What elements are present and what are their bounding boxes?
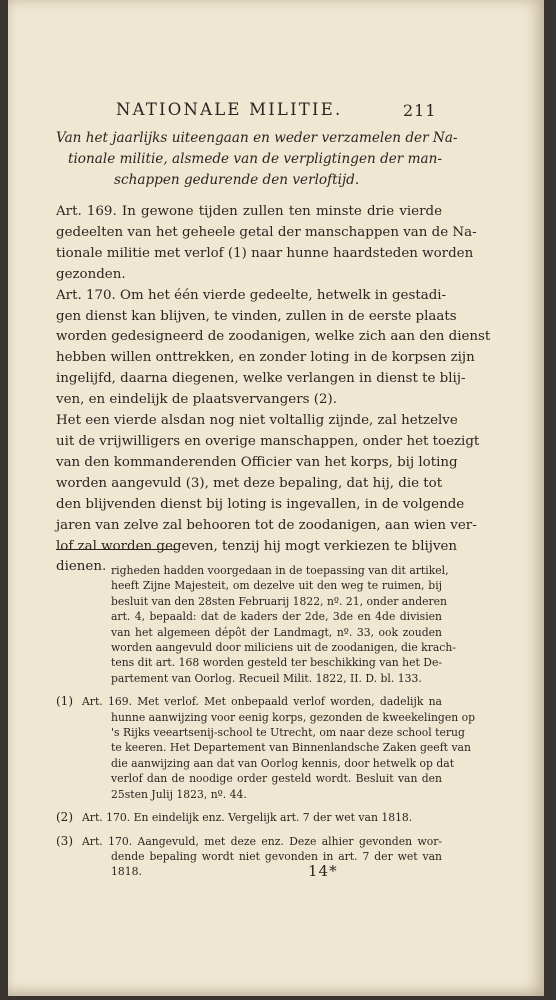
body-line: dienen. bbox=[56, 559, 107, 575]
body-line: tionale militie met verlof (1) naar hunne haardsteden worden bbox=[56, 245, 474, 261]
title-line: tionale militie, alsmede van de verpligtingen der man- bbox=[68, 151, 442, 167]
body-text bbox=[56, 202, 491, 578]
body-line: worden gedesigneerd de zoodanigen, welke zich aan den dienst bbox=[56, 329, 491, 345]
page-number: 211 bbox=[403, 101, 437, 120]
footnote-line: heeft Zijne Majesteit, om dezelve uit den weg te ruimen, bij bbox=[111, 579, 442, 593]
body-line: Het een vierde alsdan nog niet voltallig zijnde, zal hetzelve bbox=[56, 413, 458, 429]
footnote-marker: (2) bbox=[56, 810, 73, 825]
footnote-2 bbox=[56, 810, 442, 825]
body-line: gedeelten van het geheele getal der manschappen van de Na- bbox=[56, 224, 477, 240]
footnote-line: 1818. bbox=[111, 865, 142, 879]
body-line: worden aangevuld (3), met deze bepaling, dat hij, die tot bbox=[56, 475, 443, 491]
body-line: van den kommanderenden Officier van het korps, bij loting bbox=[56, 454, 458, 470]
footnote-3 bbox=[56, 834, 442, 880]
footnote-1 bbox=[56, 694, 476, 802]
footnote-marker: (3) bbox=[56, 833, 73, 848]
footnote-line: Art. 170. Aangevuld, met deze enz. Deze alhier gevonden wor- bbox=[82, 834, 442, 848]
body-line: lof zal worden gegeven, tenzij hij mogt verkiezen te blijven bbox=[56, 538, 458, 554]
footnote-line: tens dit art. 168 worden gesteld ter beschikking van het De- bbox=[111, 656, 442, 670]
body-line: ven, en eindelijk de plaatsvervangers (2). bbox=[56, 392, 337, 408]
footnote-line: verlof dan de noodige order gesteld wordt. Besluit van den bbox=[111, 772, 442, 786]
section-title bbox=[56, 128, 458, 191]
footnote-line: hunne aanwijzing voor eenig korps, gezonden de kweekelingen op bbox=[111, 710, 476, 724]
footnote-continuation bbox=[56, 563, 456, 686]
footnote-rule bbox=[56, 549, 178, 550]
footnote-marker: (1) bbox=[56, 694, 73, 709]
footnote-line: besluit van den 28sten Februarij 1822, nº. 21, onder anderen bbox=[111, 594, 448, 608]
body-line: hebben willen onttrekken, en zonder loting in de korpsen zijn bbox=[56, 350, 475, 366]
footnote-line: Art. 170. En eindelijk enz. Vergelijk art. 7 der wet van 1818. bbox=[82, 811, 413, 825]
body-line: ingelijfd, daarna diegenen, welke verlangen in dienst te blij- bbox=[56, 371, 466, 387]
footnote-line: partement van Oorlog. Recueil Milit. 1822, II. D. bl. 133. bbox=[111, 671, 422, 685]
footnote-line: te keeren. Het Departement van Binnenlandsche Zaken geeft van bbox=[111, 741, 471, 755]
body-line: gezonden. bbox=[56, 266, 126, 282]
footnote-line: 25sten Julij 1823, nº. 44. bbox=[111, 787, 247, 801]
body-line: Art. 170. Om het één vierde gedeelte, hetwelk in gestadi- bbox=[56, 287, 447, 303]
body-line: Art. 169. In gewone tijden zullen ten minste drie vierde bbox=[56, 204, 442, 219]
signature-mark: 14* bbox=[308, 862, 338, 880]
footnote-line: worden aangevuld door miliciens uit de zoodanigen, die krach- bbox=[111, 641, 456, 655]
body-line: jaren van zelve zal behooren tot de zoodanigen, aan wien ver- bbox=[56, 517, 477, 533]
footnote-line: righeden hadden voorgedaan in de toepassing van dit artikel, bbox=[111, 564, 449, 577]
body-line: den blijvenden dienst bij loting is ingevallen, in de volgende bbox=[56, 496, 465, 512]
footnote-line: dende bepaling wordt niet gevonden in art. 7 der wet van bbox=[111, 849, 442, 863]
footnote-line: die aanwijzing aan dat van Oorlog kennis, door hetwelk op dat bbox=[111, 756, 455, 770]
footnote-line: van het algemeen dépôt der Landmagt, nº. 33, ook zouden bbox=[111, 625, 442, 639]
body-line: uit de vrijwilligers en overige manschappen, onder het toezigt bbox=[56, 433, 480, 449]
title-line: schappen gedurende den verloftijd. bbox=[114, 172, 360, 188]
book-page bbox=[8, 0, 544, 996]
footnote-line: 's Rijks veeartsenij-school te Utrecht, om naar deze school terug bbox=[111, 726, 465, 740]
footnote-line: art. 4, bepaald: dat de kaders der 2de, 3de en 4de divisien bbox=[111, 610, 442, 624]
title-line: Van het jaarlijks uiteengaan en weder verzamelen der Na- bbox=[56, 130, 458, 146]
running-head: NATIONALE MILITIE. bbox=[116, 100, 343, 119]
body-line: gen dienst kan blijven, te vinden, zullen in de eerste plaats bbox=[56, 308, 457, 324]
footnotes bbox=[56, 563, 476, 880]
footnote-line: Art. 169. Met verlof. Met onbepaald verlof worden, dadelijk na bbox=[82, 695, 442, 709]
